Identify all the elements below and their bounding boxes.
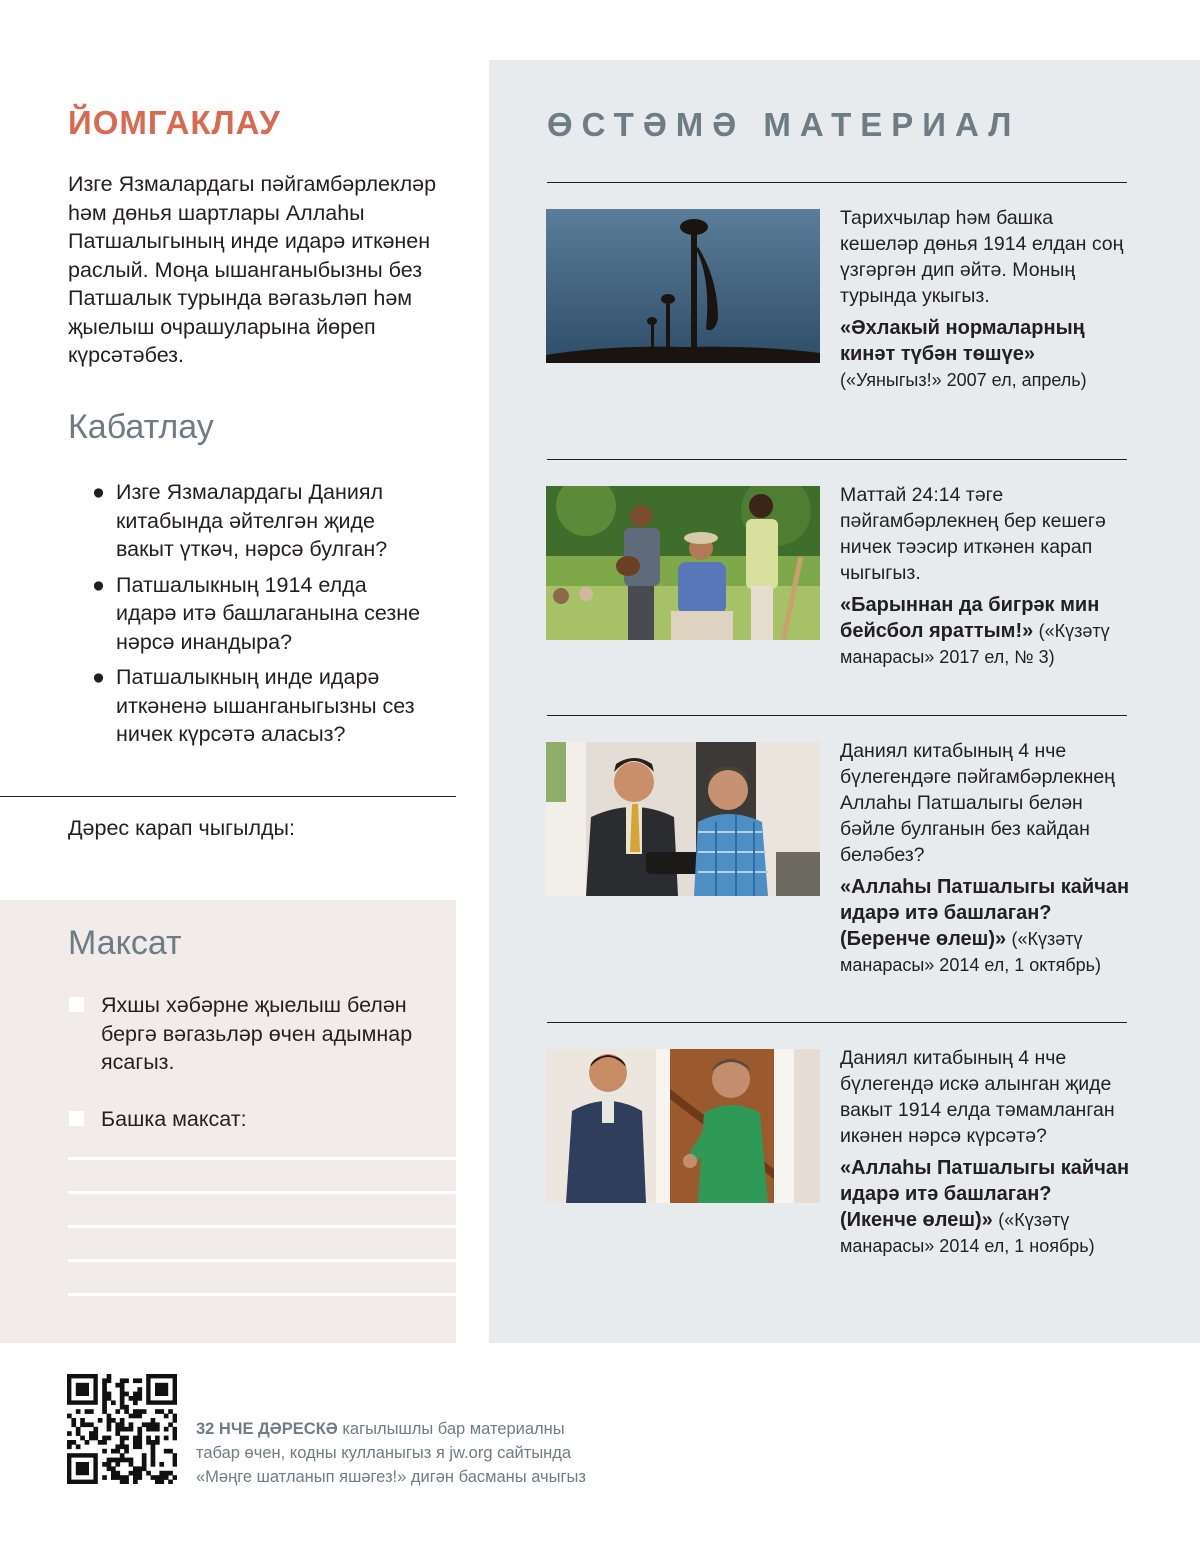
reference-item — [840, 1045, 1132, 1259]
article-source: («Күзәтү манарасы» 2017 ел, № 3) — [840, 621, 1110, 667]
bullet-icon: ● — [92, 480, 105, 504]
footer-line2: табар өчен, кодны кулланыгыз я jw.org сайтында — [196, 1444, 572, 1462]
write-line — [68, 1157, 456, 1160]
divider — [547, 459, 1127, 460]
review-item — [92, 663, 422, 749]
divider — [547, 715, 1127, 716]
reference-item — [840, 738, 1132, 978]
footer-lesson-label: 32 НЧЕ ДӘРЕСКӘ — [196, 1420, 338, 1438]
footer-line3: «Мәңге шатланып яшәгез!» дигән басманы ачыгыз — [196, 1468, 586, 1486]
review-item-text: Изге Язмалардагы Даниял китабында әйтелгән җиде вакыт үткәч, нәрсә булган? — [116, 480, 388, 561]
article-source: («Уяныгыз!» 2007 ел, апрель) — [840, 370, 1087, 390]
summary-heading: ЙОМГАКЛАУ — [68, 104, 281, 141]
article-source: («Күзәтү манарасы» 2014 ел, 1 ноябрь) — [840, 1210, 1095, 1256]
reference-question: Маттай 24:14 тәге пәйгамбәрлекнең бер кешегә ничек тәэсир иткәнен карап чыгыгыз. — [840, 484, 1106, 584]
review-item-text: Патшалыкның инде идарә иткәненә ышанганыгызны сез ничек күрсәтә аласыз? — [116, 665, 415, 746]
reference-question: Тарихчылар һәм башка кешеләр дөнья 1914 елдан соң үзгәргән дип әйтә. Моның турында укыгыз. — [840, 207, 1124, 307]
write-line — [68, 1191, 456, 1194]
reference-item — [840, 205, 1132, 393]
write-line — [68, 1259, 456, 1262]
article-link[interactable]: «Әхлакый нормаларның кинәт түбән төшүе» — [840, 317, 1085, 365]
review-heading: Кабатлау — [68, 408, 214, 446]
bullet-icon: ● — [92, 572, 105, 597]
qr-code-icon[interactable] — [67, 1374, 177, 1484]
review-item-text: Патшалыкның 1914 елда идарә итә башлаганына сезне нәрсә инандыра? — [116, 572, 421, 654]
review-list — [92, 478, 422, 756]
footer-note — [196, 1417, 716, 1489]
divider — [547, 1022, 1127, 1023]
footer-line1: кагылышлы бар материалны — [342, 1420, 565, 1438]
article-link[interactable]: «Аллаһы Патшалыгы кайчан идарә итә башлаган? (Беренче өлеш)» — [840, 876, 1130, 950]
write-line — [68, 1225, 456, 1228]
goal-item-text: Башка максат: — [101, 1107, 247, 1131]
reference-item — [840, 482, 1132, 670]
lesson-done-label: Дәрес карап чыгылды: — [68, 816, 295, 840]
goal-heading: Максат — [68, 924, 182, 962]
article-source: («Күзәтү манарасы» 2014 ел, 1 октябрь) — [840, 929, 1102, 975]
goal-checkbox[interactable] — [69, 1111, 84, 1126]
review-item — [92, 571, 422, 657]
reference-question: Даниял китабының 4 нче бүлегендә искә алынган җиде вакыт 1914 елда тәмамланган икәнен нәрсә күрсәтә? — [840, 1047, 1115, 1147]
photo-memorial — [546, 209, 820, 363]
extra-heading: ӨСТӘМӘ МАТЕРИАЛ — [547, 106, 1021, 143]
photo-doorway — [546, 1049, 820, 1203]
divider — [0, 796, 456, 797]
summary-text: Изге Язмалардагы пәйгамбәрлекләр һәм дөнья шартлары Аллаһы Патшалыгының инде идарә иткәнен раслый. Моңа ышанганыбызны без Патшалык турында вәгазьләп һәм җыелыш очрашуларына йөреп күрсәтәбез. — [68, 172, 437, 367]
divider — [547, 182, 1127, 183]
bullet-icon: ● — [92, 665, 105, 689]
article-link[interactable]: «Барыннан да бигрәк мин бейсбол яраттым!» — [840, 594, 1100, 642]
photo-baseball — [546, 486, 820, 640]
photo-conversation — [546, 742, 820, 896]
reference-question: Даниял китабының 4 нче бүлегендәге пәйгамбәрлекнең Аллаһы Патшалыгы белән бәйле булганын без кайдан беләбез? — [840, 740, 1115, 866]
goal-checkbox[interactable] — [69, 997, 84, 1012]
goal-item-text: Яхшы хәбәрне җыелыш белән бергә вәгазьләр өчен адымнар ясагыз. — [101, 993, 413, 1074]
write-line — [68, 1293, 456, 1296]
review-item — [92, 478, 422, 564]
article-link[interactable]: «Аллаһы Патшалыгы кайчан идарә итә башлаган? (Икенче өлеш)» — [840, 1157, 1130, 1231]
